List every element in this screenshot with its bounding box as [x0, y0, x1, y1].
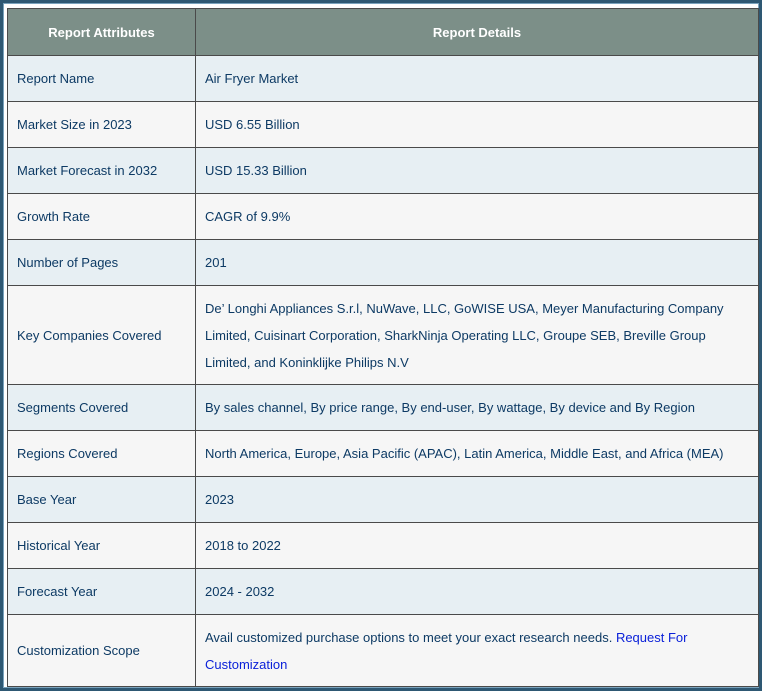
detail-cell: By sales channel, By price range, By end-user, By wattage, By device and By Region [196, 385, 759, 431]
detail-cell: North America, Europe, Asia Pacific (APAC), Latin America, Middle East, and Africa (MEA) [196, 431, 759, 477]
attribute-cell: Segments Covered [8, 385, 196, 431]
table-row [8, 56, 759, 102]
attribute-cell: Market Forecast in 2032 [8, 148, 196, 194]
table-row [8, 569, 759, 615]
attribute-cell: Market Size in 2023 [8, 102, 196, 148]
table-row [8, 286, 759, 385]
table-row [8, 477, 759, 523]
table-row [8, 523, 759, 569]
table-row [8, 385, 759, 431]
detail-cell: 2024 - 2032 [196, 569, 759, 615]
table-row [8, 240, 759, 286]
table-row [8, 148, 759, 194]
attribute-cell: Base Year [8, 477, 196, 523]
table-row [8, 102, 759, 148]
attribute-cell: Forecast Year [8, 569, 196, 615]
attribute-cell: Growth Rate [8, 194, 196, 240]
detail-cell: 201 [196, 240, 759, 286]
header-report-attributes: Report Attributes [8, 9, 196, 56]
attribute-cell: Historical Year [8, 523, 196, 569]
table-row [8, 615, 759, 687]
customization-text: Avail customized purchase options to meet your exact research needs. [205, 629, 613, 645]
detail-cell: Air Fryer Market [196, 56, 759, 102]
detail-cell: USD 6.55 Billion [196, 102, 759, 148]
attribute-cell: Report Name [8, 56, 196, 102]
table-row [8, 431, 759, 477]
attribute-cell: Key Companies Covered [8, 286, 196, 385]
request-customization-link[interactable]: Request For Customization [205, 629, 688, 672]
attribute-cell: Customization Scope [8, 615, 196, 687]
table-row [8, 194, 759, 240]
table-header-row [8, 9, 759, 56]
report-table [7, 8, 759, 687]
detail-cell: De’ Longhi Appliances S.r.l, NuWave, LLC, GoWISE USA, Meyer Manufacturing Company Limited, Cuisinart Corporation, SharkNinja Operating LLC, Groupe SEB, Breville Group Limited, and Koninklijke Philips N.V [196, 286, 759, 385]
customization-detail-cell [196, 615, 759, 687]
detail-cell: CAGR of 9.9% [196, 194, 759, 240]
detail-cell: USD 15.33 Billion [196, 148, 759, 194]
attribute-cell: Regions Covered [8, 431, 196, 477]
attribute-cell: Number of Pages [8, 240, 196, 286]
detail-cell: 2023 [196, 477, 759, 523]
header-report-details: Report Details [196, 9, 759, 56]
detail-cell: 2018 to 2022 [196, 523, 759, 569]
